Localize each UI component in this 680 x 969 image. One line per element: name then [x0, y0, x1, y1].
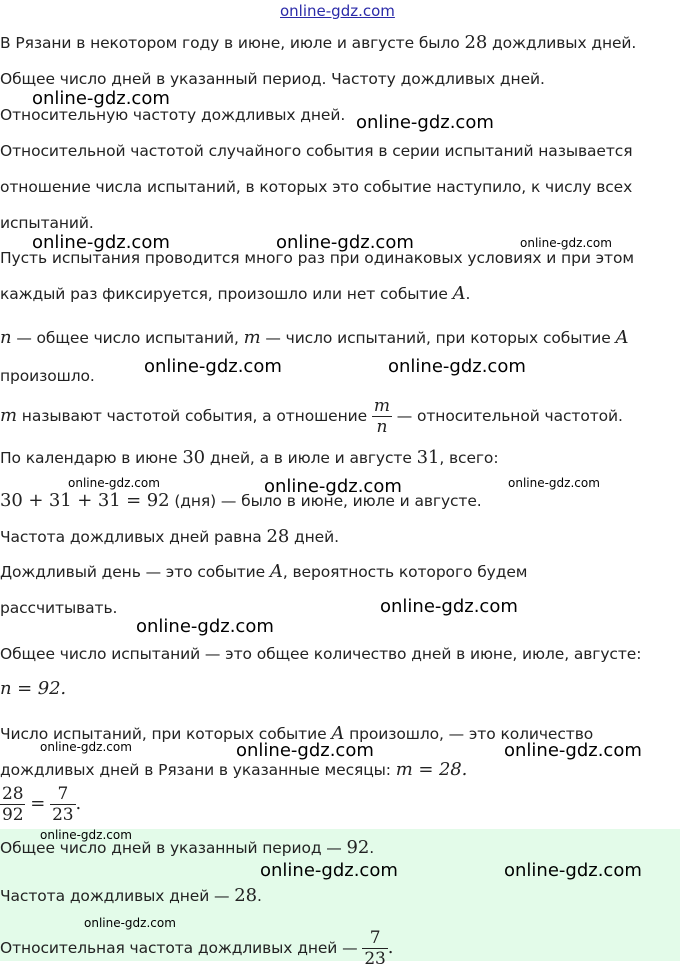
number: 30 [182, 447, 206, 468]
text: — относительной частотой. [391, 407, 623, 425]
text: — число испытаний, при которых событие [260, 329, 616, 347]
fraction-7-23 [50, 784, 75, 825]
fraction-7-23 [362, 928, 387, 969]
theory-line-5 [0, 396, 623, 437]
definition-line-1: Относительной частотой случайного события в серии испытаний называется [0, 142, 633, 160]
number: 28 [464, 32, 488, 53]
watermark: online-gdz.com [264, 476, 402, 497]
number: 28 [266, 526, 290, 547]
watermark: online-gdz.com [504, 860, 642, 881]
math-var: m [243, 327, 261, 348]
theory-line-3 [0, 328, 628, 348]
watermark: online-gdz.com [260, 860, 398, 881]
text: Число испытаний, при которых событие [0, 725, 332, 743]
theory-line-4: произошло. [0, 367, 95, 385]
text: . [369, 839, 375, 857]
number: 28 [234, 885, 257, 906]
text: Дождливый день — это событие [0, 563, 270, 581]
numerator: 7 [57, 784, 69, 804]
text: дождливых дней в Рязани в указанные месяцы: [0, 761, 396, 779]
numerator: 28 [2, 784, 24, 804]
text: . [256, 887, 262, 905]
problem-line-3: Относительную частоту дождливых дней. [0, 106, 346, 124]
text: произошло, — это количество [344, 725, 594, 743]
solution-line-1 [0, 448, 498, 468]
text: Частота дождливых дней равна [0, 528, 267, 546]
watermark: online-gdz.com [236, 740, 374, 761]
watermark: online-gdz.com [356, 112, 494, 133]
text: дождливых дней. [487, 34, 637, 52]
site-link[interactable]: online-gdz.com [280, 2, 395, 20]
watermark: online-gdz.com [40, 828, 132, 842]
denominator: 23 [364, 949, 386, 969]
text: . [465, 285, 471, 303]
equals-sign: = [30, 793, 46, 814]
numerator: 7 [369, 928, 381, 948]
text: Общее число дней в указанный период — [0, 839, 347, 857]
math-var: m [0, 405, 17, 426]
text: дней, а в июле и августе [205, 449, 417, 467]
math-var: A [452, 283, 466, 304]
text: Относительная частота дождливых дней — [0, 939, 363, 957]
solution-line-7 [0, 679, 66, 699]
text: , всего: [439, 449, 499, 467]
number: 31 [416, 447, 440, 468]
numerator: m [373, 396, 390, 416]
solution-line-5: рассчитывать. [0, 599, 118, 617]
solution-line-6: Общее число испытаний — это общее количество дней в июне, июле, августе: [0, 645, 642, 663]
watermark: online-gdz.com [380, 596, 518, 617]
watermark: online-gdz.com [84, 916, 176, 930]
math-var: A [615, 327, 629, 348]
theory-line-1: Пусть испытания проводится много раз при одинаковых условиях и при этом [0, 249, 634, 267]
math-expression: m = 28. [395, 759, 468, 780]
text: (дня) — было в июне, июле и августе. [169, 492, 482, 510]
math-expression: n = 92. [0, 678, 67, 699]
definition-line-3: испытаний. [0, 214, 94, 232]
denominator: 92 [2, 805, 24, 825]
denominator: n [372, 416, 392, 437]
math-var: A [269, 561, 283, 582]
watermark: online-gdz.com [144, 356, 282, 377]
period: . [75, 793, 82, 814]
text: называют частотой события, а отношение [16, 407, 372, 425]
text: — общее число испытаний, [11, 329, 244, 347]
fraction-m-over-n [372, 396, 392, 437]
watermark: online-gdz.com [68, 476, 160, 490]
math-var: n [0, 327, 12, 348]
text: В Рязани в некотором году в июне, июле и августе было [0, 34, 465, 52]
solution-fraction-line [0, 784, 81, 825]
watermark: online-gdz.com [136, 616, 274, 637]
watermark: online-gdz.com [388, 356, 526, 377]
number: 92 [346, 837, 370, 858]
period: . [387, 937, 394, 958]
fraction-28-92 [0, 784, 25, 825]
watermark: online-gdz.com [276, 232, 414, 253]
text: По календарю в июне [0, 449, 183, 467]
definition-line-2: отношение числа испытаний, в которых это событие наступило, к числу всех [0, 178, 633, 196]
watermark: online-gdz.com [504, 740, 642, 761]
watermark: online-gdz.com [32, 88, 170, 109]
watermark: online-gdz.com [32, 232, 170, 253]
problem-line-2: Общее число дней в указанный период. Частоту дождливых дней. [0, 70, 545, 88]
answer-line-3 [0, 928, 393, 969]
problem-line-1 [0, 33, 636, 53]
solution-line-9 [0, 760, 467, 780]
solution-line-4 [0, 562, 527, 582]
text: Частота дождливых дней — [0, 887, 235, 905]
theory-line-2 [0, 284, 470, 304]
solution-line-2 [0, 491, 482, 511]
math-var: A [331, 723, 345, 744]
text: каждый раз фиксируется, произошло или нет событие [0, 285, 453, 303]
math-expression: 30 + 31 + 31 = 92 [0, 490, 170, 511]
watermark: online-gdz.com [520, 236, 612, 250]
watermark: online-gdz.com [508, 476, 600, 490]
solution-line-3 [0, 527, 339, 547]
denominator: 23 [52, 805, 74, 825]
watermark: online-gdz.com [40, 740, 132, 754]
text: дней. [289, 528, 339, 546]
text: , вероятность которого будем [282, 563, 528, 581]
answer-line-2 [0, 886, 262, 906]
